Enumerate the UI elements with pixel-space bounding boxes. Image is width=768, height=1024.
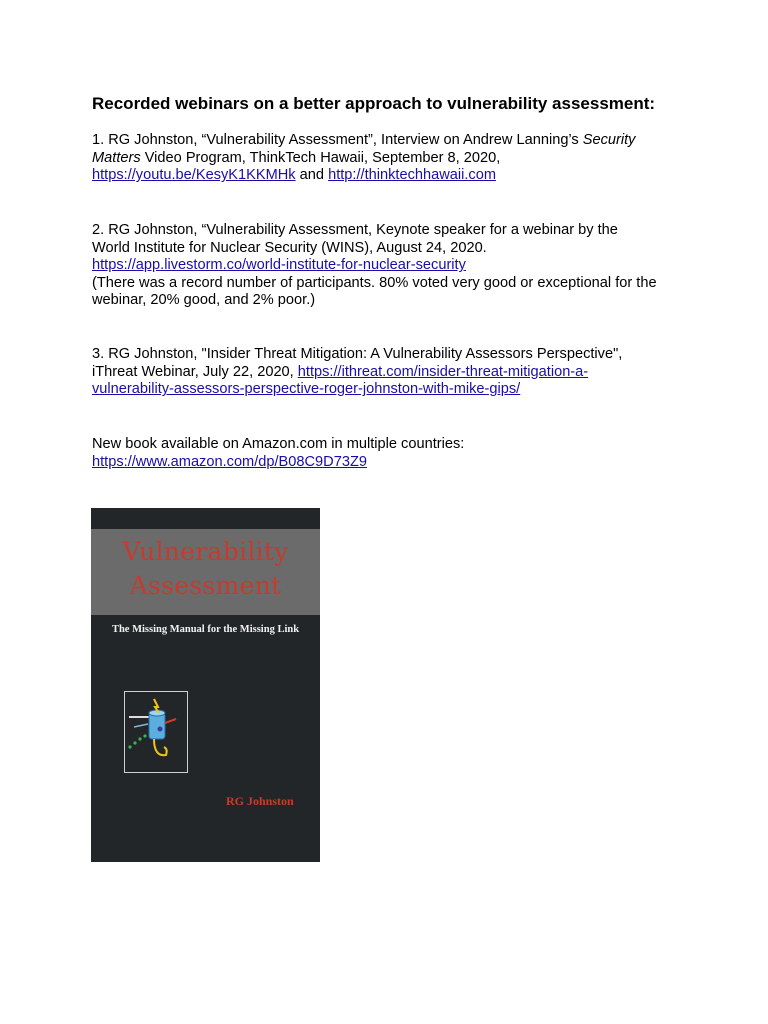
item2-line2: World Institute for Nuclear Security (WINS), August 24, 2020. xyxy=(92,239,487,256)
item2-note-line1: (There was a record number of participants. 80% voted very good or exceptional for the xyxy=(92,274,657,291)
book-cover-image xyxy=(91,508,320,862)
book-cover-author: RG Johnston xyxy=(226,794,294,808)
item3-line2-prefix: iThreat Webinar, July 22, 2020, xyxy=(92,363,298,380)
item1-line1-italic: Security xyxy=(582,132,636,148)
ithreat-link-part1[interactable]: https://ithreat.com/insider-threat-mitigation-a- xyxy=(297,363,589,380)
book-cover-subtitle: The Missing Manual for the Missing Link xyxy=(111,624,300,635)
item2-line1: 2. RG Johnston, “Vulnerability Assessment, Keynote speaker for a webinar by the xyxy=(92,222,618,238)
webinar-item-1 xyxy=(92,132,692,185)
item1-line2-suffix: Video Program, ThinkTech Hawaii, September 8, 2020, xyxy=(140,149,501,166)
livestorm-link[interactable]: https://app.livestorm.co/world-institute-for-nuclear-security xyxy=(92,257,466,274)
item1-and-text: and xyxy=(295,167,329,184)
item1-line2-italic: Matters xyxy=(92,149,141,166)
webinar-item-2 xyxy=(92,222,692,310)
webinar-item-3 xyxy=(92,346,692,399)
lock-cylinder-illustration-icon xyxy=(124,691,188,773)
ithreat-link-part2[interactable]: vulnerability-assessors-perspective-roger-johnston-with-mike-gips/ xyxy=(92,381,521,398)
item1-line2 xyxy=(92,150,692,168)
youtube-link[interactable]: https://youtu.be/KesyK1KKMHk xyxy=(92,167,296,184)
page-heading: Recorded webinars on a better approach to vulnerability assessment: xyxy=(92,94,656,113)
amazon-link[interactable]: https://www.amazon.com/dp/B08C9D73Z9 xyxy=(92,453,367,470)
item3-line2 xyxy=(92,364,692,382)
item3-line1: 3. RG Johnston, "Insider Threat Mitigation: A Vulnerability Assessors Perspective", xyxy=(92,346,623,362)
item1-line1 xyxy=(92,132,692,150)
item1-line3 xyxy=(92,167,692,185)
book-cover-title-line1: Vulnerability xyxy=(122,537,289,566)
item1-line1-prefix: 1. RG Johnston, “Vulnerability Assessment”, Interview on Andrew Lanning’s xyxy=(92,132,583,148)
book-notice xyxy=(92,436,692,471)
book-notice-text: New book available on Amazon.com in multiple countries: xyxy=(92,436,465,452)
thinktech-link[interactable]: http://thinktechhawaii.com xyxy=(328,167,496,184)
book-cover-title-line2: Assessment xyxy=(129,571,282,600)
item2-note-line2: webinar, 20% good, and 2% poor.) xyxy=(92,292,316,309)
